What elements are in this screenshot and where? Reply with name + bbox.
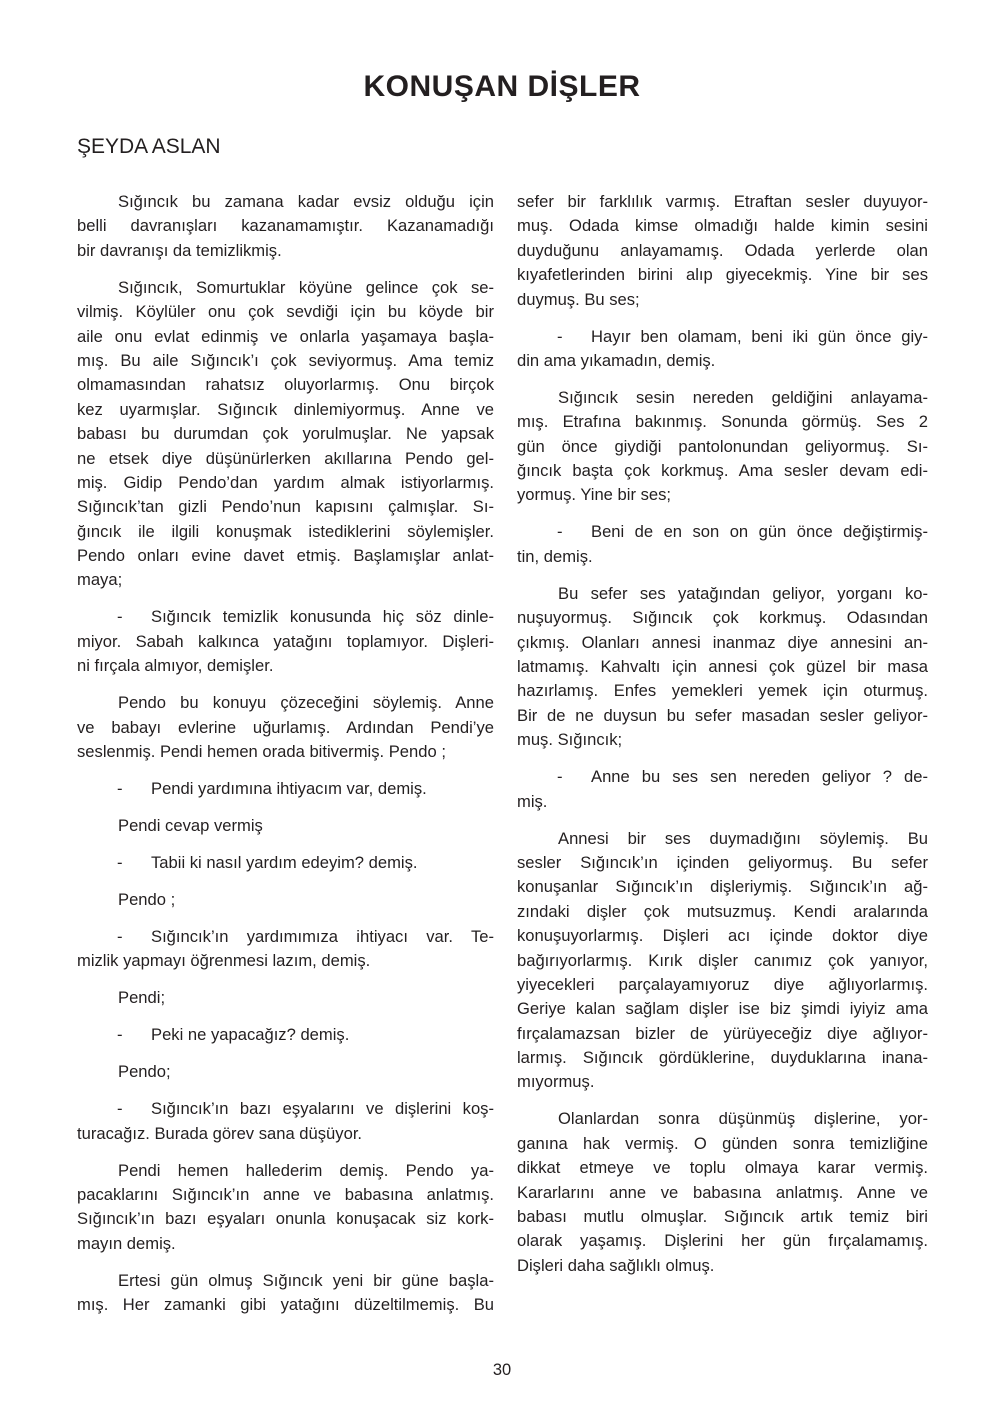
text-line: Pendo ; [118, 889, 176, 909]
text-line: olarak yaşamış. Dişlerini her gün fırçalamamış. [517, 1231, 928, 1251]
text-line: larmış. Sığıncık gördüklerine, duyduklarına inana- [517, 1048, 928, 1068]
dialogue-dash: - [117, 1025, 123, 1045]
text-line: duymuş. Bu ses; [517, 289, 640, 309]
left-column [77, 190, 494, 1330]
text-line: hazırlamış. Enfes yemekleri yemek için oturmuş. [517, 681, 928, 701]
text-line: miş. Gidip Pendo’dan yardım almak istiyorlarmış. [77, 472, 494, 492]
text-line: kıyafetlerinden birini alıp giyecekmiş. Yine bir ses [517, 265, 928, 285]
dialogue-paragraph [77, 605, 494, 678]
dialogue-dash: - [117, 778, 123, 798]
text-line: latmamış. Kahvaltı için annesi çok güzel bir masa [517, 657, 928, 677]
paragraph [517, 1107, 928, 1278]
text-line: turacağız. Burada görev sana düşüyor. [77, 1123, 363, 1143]
text-line: - Anne bu ses sen nereden geliyor ? de- [517, 765, 928, 789]
text-line: kez uyarmışlar. Sığıncık dinlemiyormuş. Anne ve [77, 399, 494, 419]
paragraph [77, 1060, 494, 1084]
text-line: Sığıncık bu zamana kadar evsiz olduğu için [118, 192, 494, 211]
dialogue-dash: - [117, 926, 123, 946]
text-line: ganına hak vermiş. O günden sonra temizliğine [517, 1133, 928, 1153]
text-line: ne etsek diye düşünürlerken akıllarına Pendo gel- [77, 448, 494, 468]
text-line: ni fırçala almıyor, demişler. [77, 656, 274, 676]
text-line: Sığıncık sesin nereden geldiğini anlayama- [558, 387, 928, 407]
paragraph [77, 276, 494, 593]
right-column [517, 190, 928, 1291]
text-line: pacaklarını Sığıncık’ın anne ve babasına anlatmış. [77, 1185, 494, 1204]
text-line: sefer bir farklılık varmış. Etraftan sesler duyuyor- [517, 192, 928, 211]
text-line: muş. Odada kimse olmadığı halde kimin sesini [517, 216, 928, 236]
text-line: babası bu durumdan çok yorulmuşlar. Ne yapsak [77, 424, 494, 444]
paragraph [517, 386, 928, 508]
text-line: dikkat etmeye ve toplu olmaya karar vermiş. [517, 1158, 928, 1178]
text-line: aile onu evlat edinmiş ve onlarla yaşamaya başla- [77, 326, 494, 346]
text-line: Ertesi gün olmuş Sığıncık yeni bir güne başla- [118, 1270, 494, 1290]
dialogue-paragraph [77, 777, 494, 801]
text-line: mış. Her zamanki gibi yatağını düzeltilmemiş. Bu [77, 1295, 494, 1315]
text-line: - Sığıncık’ın bazı eşyalarını ve dişlerini koş- [77, 1097, 494, 1121]
dialogue-dash: - [557, 767, 563, 787]
author-name: ŞEYDA ASLAN [77, 135, 221, 158]
dialogue-paragraph [517, 520, 928, 569]
text-line: ğıncık ile ilgili konuşmak istediklerini söylemişler. [77, 521, 494, 541]
paragraph [77, 190, 494, 263]
text-line: bir davranışı da temizlikmiş. [77, 240, 282, 260]
dialogue-paragraph [517, 325, 928, 374]
text-line: tin, demiş. [517, 546, 593, 566]
text-line: fırçalamazsan bizler de yürüyeceğiz diye ağlıyor- [517, 1023, 928, 1043]
text-line: Pendi cevap vermiş [118, 815, 263, 835]
text-line: gün önce giydiği pantolonundan geliyormuş. Sı- [517, 436, 928, 456]
text-line: Pendo bu konuyu çözeceğini söylemiş. Anne [118, 693, 494, 713]
text-line: miyor. Sabah kalkınca yatağını toplamıyor. Dişleri- [77, 631, 494, 651]
text-line: vilmiş. Köylüler onu çok sevdiği için bu köyde bir [77, 302, 494, 322]
text-line: mayın demiş. [77, 1233, 176, 1253]
text-line: - Hayır ben olamam, beni iki gün önce giy- [517, 325, 928, 349]
text-line: seslenmiş. Pendi hemen orada bitivermiş. Pendo ; [77, 741, 446, 761]
text-line: mış. Etrafına bakınmış. Sonunda görmüş. Ses 2 [517, 412, 928, 432]
text-line: duyduğunu anlayamamış. Odada yerlerde olan [517, 240, 928, 260]
text-line: babası mutlu olmuşlar. Sığıncık artık temiz biri [517, 1207, 928, 1226]
text-line: mış. Bu aile Sığıncık’ı çok seviyormuş. Ama temiz [77, 350, 494, 370]
text-line: Bir de ne duysun bu sefer masadan sesler geliyor- [517, 705, 928, 725]
text-line: konuşanlar Sığıncık’ın dişleriymiş. Sığıncık’ın ağ- [517, 877, 928, 897]
dialogue-dash: - [557, 522, 563, 542]
text-line: - Sığıncık temizlik konusunda hiç söz dinle- [77, 605, 494, 629]
text-line: muş. Sığıncık; [517, 730, 623, 750]
dialogue-dash: - [117, 607, 123, 627]
text-line: Dişleri daha sağlıklı olmuş. [517, 1255, 715, 1275]
text-line: Olanlardan sonra düşünmüş dişlerine, yor- [558, 1109, 928, 1129]
text-line: yiyecekleri parçalayamıyoruz diye ağlıyorlarmış. [517, 974, 928, 994]
text-line: - Peki ne yapacağız? demiş. [77, 1023, 494, 1047]
text-line: mıyormuş. [517, 1072, 595, 1092]
text-line: - Pendi yardımına ihtiyacım var, demiş. [77, 777, 494, 801]
text-line: Sığıncık’tan gizli Pendo’nun kapısını çalmışlar. Sı- [77, 497, 494, 517]
text-line: maya; [77, 570, 123, 590]
text-line: - Sığıncık’ın yardımımıza ihtiyacı var. Te- [77, 925, 494, 949]
text-line: Sığıncık’ın bazı eşyaları onunla konuşacak siz kork- [77, 1209, 494, 1229]
text-line: yormuş. Yine bir ses; [517, 485, 672, 505]
text-line: konuşuyorlarmış. Dişleri acı içinde doktor diye [517, 926, 928, 946]
text-line: mizlik yapmayı öğrenmesi lazım, demiş. [77, 951, 371, 971]
paragraph [517, 582, 928, 753]
paragraph [77, 1159, 494, 1257]
paragraph [517, 827, 928, 1095]
text-line: belli davranışları kazanamamıştır. Kazanamadığı [77, 216, 494, 236]
paragraph [77, 814, 494, 838]
paragraph [77, 1269, 494, 1318]
paragraph [77, 986, 494, 1010]
text-line: Pendo onları evine davet etmiş. Başlamışlar anlat- [77, 546, 494, 566]
text-line: çıkmış. Olanları annesi inanmaz diye annesini an- [517, 632, 928, 652]
text-line: nuşuyormuş. Sığıncık çok korkmuş. Odasından [517, 608, 928, 628]
text-line: Geriye kalan sağlam dişler ise biz şimdi iyiyiz ama [517, 999, 928, 1019]
dialogue-paragraph [517, 765, 928, 814]
text-line: Bu sefer ses yatağından geliyor, yorganı ko- [558, 583, 928, 603]
text-line: ve babayı evlerine uğurlamış. Ardından Pendi’ye [77, 717, 494, 737]
text-line: Kararlarını anne ve babasına anlatmış. Anne ve [517, 1182, 928, 1202]
text-line: Annesi bir ses duymadığını söylemiş. Bu [558, 828, 928, 848]
text-line: olmamasından rahatsız oluyorlarmış. Onu birçok [77, 375, 494, 395]
text-line: zındaki dişler çok mutsuzmuş. Kendi aralarında [517, 901, 928, 921]
text-line: Sığıncık, Somurtuklar köyüne gelince çok se- [118, 277, 494, 297]
page-title: KONUŞAN DİŞLER [363, 70, 641, 103]
text-line: ğıncık başta çok korkmuş. Ama sesler devam edi- [517, 461, 928, 481]
text-line: Pendo; [118, 1062, 171, 1082]
dialogue-paragraph [77, 925, 494, 974]
text-line: din ama yıkamadın, demiş. [517, 350, 716, 370]
text-line: Pendi; [118, 988, 166, 1008]
dialogue-dash: - [557, 326, 563, 346]
text-line: miş. [517, 791, 548, 811]
dialogue-paragraph [77, 1023, 494, 1047]
dialogue-paragraph [77, 851, 494, 875]
text-line: - Tabii ki nasıl yardım edeyim? demiş. [77, 851, 494, 875]
dialogue-dash: - [117, 852, 123, 872]
text-line: - Beni de en son on gün önce değiştirmiş- [517, 520, 928, 544]
text-line: sesler Sığıncık’ın içinden geliyormuş. Bu sefer [517, 852, 928, 872]
text-line: Pendi hemen hallederim demiş. Pendo ya- [118, 1160, 494, 1180]
paragraph [77, 888, 494, 912]
paragraph [77, 691, 494, 764]
paragraph [517, 190, 928, 312]
dialogue-paragraph [77, 1097, 494, 1146]
text-line: bağırıyorlarmış. Kırık dişler canımız çok yanıyor, [517, 950, 928, 970]
page-number: 30 [492, 1361, 512, 1379]
dialogue-dash: - [117, 1099, 123, 1119]
